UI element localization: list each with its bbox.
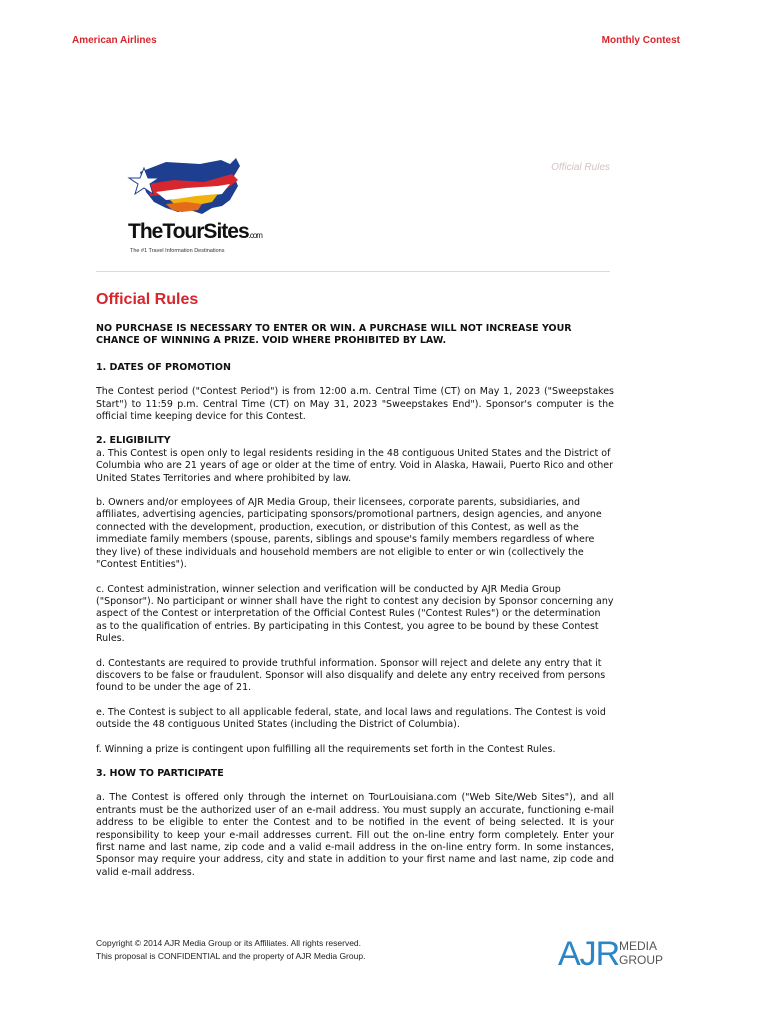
ajr-media-group-logo [558,934,668,973]
section-2-c: c. Contest administration, winner selection and verification will be conducted by AJR Media Group ("Sponsor"). No participant or winner shall have the right to contest any decision by Sponsor concerning any aspect of the Contest or interpretation of the Official Contest Rules ("Contest Rules") or the determination as to the qualification of entries. By participating in this Contest, you agree to be bound by these Contest Rules. [96,583,614,645]
official-rules-label: Official Rules [551,162,610,173]
section-2-d: d. Contestants are required to provide truthful information. Sponsor will reject and delete any entry that it discovers to be false or fraudulent. Sponsor will also disqualify and delete any entry received from persons found to be under the age of 21. [96,657,606,694]
rules-document [96,290,614,879]
logo-brand-suffix: .com [248,231,262,240]
section-2-f: f. Winning a prize is contingent upon fulfilling all the requirements set forth in the Contest Rules. [96,743,556,755]
header-divider [96,271,610,272]
ajr-media-text: MEDIA [619,939,658,953]
section-1-body: The Contest period ("Contest Period") is from 12:00 a.m. Central Time (CT) on May 1, 2023 ("Sweepstakes Start") to 11:59 p.m. Central Time (CT) on May 31, 2023 "Sweepstakes End"). Sponsor's computer is the official time keeping device for this Contest. [96,386,614,423]
section-2-e: e. The Contest is subject to all applicable federal, state, and local laws and regulations. The Contest is void outside the 48 contiguous United States (including the District of Columbia). [96,706,606,731]
ajr-group-text: GROUP [619,953,664,967]
section-2-title: 2. ELIGIBILITY [96,435,171,447]
section-2-a: a. This Contest is open only to legal residents residing in the 48 contiguous United States and the District of Columbia who are 21 years of age or older at the time of entry. Void in Alaska, Hawaii, Puerto Rico and other United States Territories and where prohibited by law. [96,447,613,484]
svg-text:TheTourSites.com [128,220,263,243]
page-title: Official Rules [96,291,199,308]
ajr-letters: AJR [558,935,620,973]
logo-tagline: The #1 Travel Information Destinations [130,248,225,254]
thetoursites-logo [126,154,262,258]
header-left: American Airlines [72,35,157,46]
header-right: Monthly Contest [601,35,680,46]
section-2-b: b. Owners and/or employees of AJR Media Group, their licensees, corporate parents, subsidiaries, and affiliates, advertising agencies, participating sponsors/promotional partners, design agencies, and anyone connected with the development, production, execution, or distribution of this Contest, as well as the immediate family members (spouse, parents, siblings and spouse's family members regardless of where they live) of these individuals and household members are not eligible to enter or win (collectively the "Contest Entities"). [96,497,602,571]
section-1-title: 1. DATES OF PROMOTION [96,361,231,373]
footer-copyright: Copyright © 2014 AJR Media Group or its Affiliates. All rights reserved. This proposal is CONFIDENTIAL and the property of AJR Media Group. [96,938,366,961]
disclaimer: NO PURCHASE IS NECESSARY TO ENTER OR WIN. A PURCHASE WILL NOT INCREASE YOUR CHANCE OF WINNING A PRIZE. VOID WHERE PROHIBITED BY LAW. [96,323,572,347]
section-3-title: 3. HOW TO PARTICIPATE [96,767,224,779]
logo-brand-text: TheTourSites [128,220,249,243]
section-3-a: a. The Contest is offered only through the internet on TourLouisiana.com ("Web Site/Web Sites"), and all entrants must be the authorized user of an e-mail address. You must supply an accurate, functioning e-mail address to be eligible to enter the Contest and to be notified in the event of being selected. It is your responsibility to keep your e-mail addresses current. Fill out the on-line entry form completely. Enter your first name and last name, zip code and a valid e-mail address in the on-line entry form. In some instances, Sponsor may require your address, city and state in addition to your first name and last name, zip code and valid e-mail address. [96,792,614,878]
